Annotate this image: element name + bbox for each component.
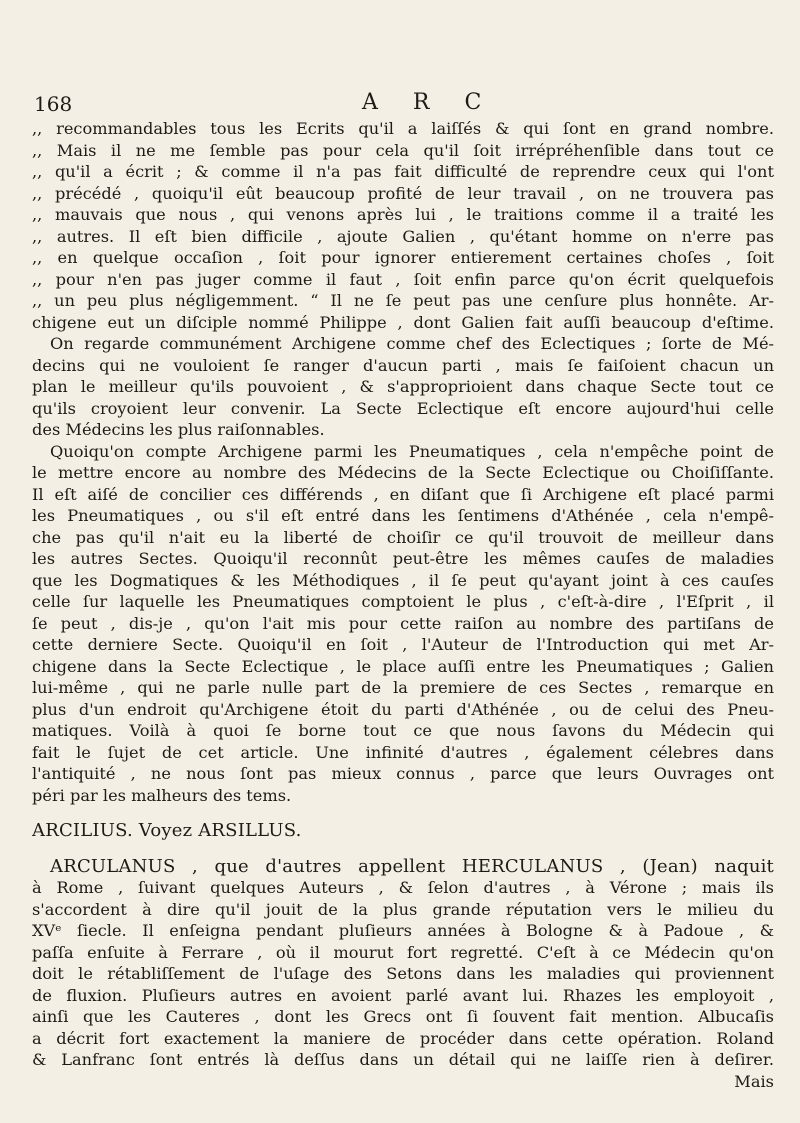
- text-line: que les Dogmatiques & les Méthodiques , il ſe peut qu'ayant joint à ces cauſes: [32, 570, 774, 590]
- text-line: ſe peut , dis-je , qu'on l'ait mis pour cette raiſon au nombre des partiſans de: [32, 613, 774, 633]
- text-line: qu'ils croyoient leur convenir. La Secte Eclectique eſt encore aujourd'hui celle: [32, 398, 774, 418]
- text-line: ,, recommandables tous les Ecrits qu'il a laiſſés & qui ſont en grand nombre.: [32, 119, 774, 138]
- text-line: ,, qu'il a écrit ; & comme il n'a pas fait difficulté de reprendre ceux qui l'ont: [32, 162, 774, 181]
- text-line: chigene eut un diſciple nommé Philippe , dont Galien fait auſſi beaucoup d'eſtime.: [32, 312, 774, 332]
- text-line: lui-même , qui ne parle nulle part de la premiere de ces Sectes , remarque en: [32, 678, 774, 697]
- catchword: Mais: [734, 1071, 774, 1091]
- text-line: paſſa enſuite à Ferrare , où il mourut fort regretté. C'eſt à ce Médecin qu'on: [32, 942, 774, 962]
- text-line: l'antiquité , ne nous ſont pas mieux connus , parce que leurs Ouvrages ont: [32, 764, 774, 783]
- text-line: plan le meilleur qu'ils pouvoient , & s'approprioient dans chaque Secte tout ce: [32, 377, 774, 396]
- text-line: à Rome , ſuivant quelques Auteurs , & ſelon d'autres , à Vérone ; mais ils: [32, 878, 774, 897]
- text-line: matiques. Voilà à quoi ſe borne tout ce que nous ſavons du Médecin qui: [32, 721, 774, 740]
- text-line: Il eſt aiſé de concilier ces différends , en diſant que ſi Archigene eſt placé parmi: [32, 484, 774, 504]
- text-line: a décrit fort exactement la maniere de procéder dans cette opération. Roland: [32, 1028, 774, 1048]
- text-line: celle ſur laquelle les Pneumatiques comptoient le plus , c'eſt-à-dire , l'Eſprit , il: [32, 592, 774, 611]
- text-line: chigene dans la Secte Eclectique , le place auſſi entre les Pneumatiques ; Galien: [32, 656, 774, 676]
- text-line: ainſi que les Cauteres , dont les Grecs ont ſi ſouvent fait mention. Albucaſis: [32, 1007, 774, 1026]
- entry-heading: ARCULANUS , que d'autres appellent HERCULANUS , (Jean) naquit: [50, 855, 774, 877]
- text-line: XVᵉ ſiecle. Il enſeigna pendant pluſieurs années à Bologne & à Padoue , &: [32, 921, 774, 940]
- text-line: plus d'un endroit qu'Archigene étoit du parti d'Athénée , ou de celui des Pneu-: [32, 699, 774, 719]
- text-line: s'accordent à dire qu'il jouit de la plus grande réputation vers le milieu du: [32, 899, 774, 919]
- text-line: Quoiqu'on compte Archigene parmi les Pneumatiques , cela n'empêche point de: [50, 441, 774, 461]
- text-line: ,, pour n'en pas juger comme il faut , ſoit enfin parce qu'on écrit quelquefois: [32, 269, 774, 289]
- text-line: On regarde communément Archigene comme chef des Eclectiques ; ſorte de Mé-: [50, 334, 774, 353]
- text-line: ,, Mais il ne me ſemble pas pour cela qu'il ſoit irrépréhenſible dans tout ce: [32, 140, 774, 160]
- text-line: decins qui ne vouloient ſe ranger d'aucun parti , mais ſe faiſoient chacun un: [32, 355, 774, 375]
- page-number: 168: [34, 92, 73, 116]
- entry-heading: ARCILIUS. Voyez ARSILLUS.: [32, 820, 302, 841]
- text-line: ,, en quelque occaſion , ſoit pour ignorer entierement certaines choſes , ſoit: [32, 248, 774, 267]
- text-line: ,, précédé , quoiqu'il eût beaucoup profité de leur travail , on ne trouvera pas: [32, 183, 774, 203]
- text-line: che pas qu'il n'ait eu la liberté de choiſir ce qu'il trouvoit de meilleur dans: [32, 527, 774, 547]
- page-header: [32, 0, 774, 118]
- text-line: le mettre encore au nombre des Médecins de la Secte Eclectique ou Choiſiſſante.: [32, 463, 774, 482]
- text-line: péri par les malheurs des tems.: [32, 785, 292, 805]
- text-line: cette derniere Secte. Quoiqu'il en ſoit , l'Auteur de l'Introduction qui met Ar-: [32, 635, 774, 654]
- text-line: ,, autres. Il eſt bien difficile , ajoute Galien , qu'étant homme on n'erre pas: [32, 226, 774, 246]
- text-line: les Pneumatiques , ou s'il eſt entré dans les ſentimens d'Athénée , cela n'empê-: [32, 506, 774, 525]
- text-line: & Lanfranc ſont entrés là deſſus dans un détail qui ne laiſſe rien à deſirer.: [32, 1050, 774, 1069]
- text-line: des Médecins les plus raiſonnables.: [32, 420, 325, 439]
- text-line: fait le ſujet de cet article. Une infinité d'autres , également célebres dans: [32, 742, 774, 762]
- text-line: de fluxion. Pluſieurs autres en avoient parlé avant lui. Rhazes les employoit ,: [32, 985, 774, 1005]
- text-line: les autres Sectes. Quoiqu'il reconnût peut-être les mêmes cauſes de maladies: [32, 549, 774, 568]
- text-line: doit le rétabliſſement de l'uſage des Setons dans les maladies qui proviennent: [32, 964, 774, 983]
- text-line: ,, mauvais que nous , qui venons après lui , le traitions comme il a traité les: [32, 205, 774, 224]
- running-head: A R C: [362, 90, 496, 115]
- body-text: [32, 118, 774, 1092]
- text-line: ,, un peu plus négligemment. “ Il ne ſe peut pas une cenſure plus honnête. Ar-: [32, 291, 774, 310]
